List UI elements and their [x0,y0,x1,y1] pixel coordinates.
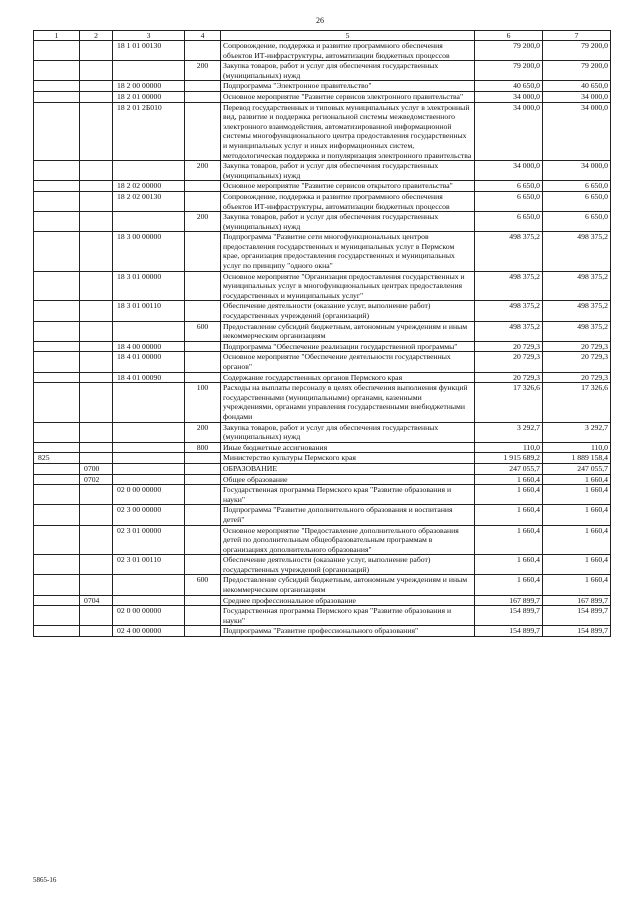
cell-description: Предоставление субсидий бюджетным, автономным учреждениям и иным некоммерческим организациям [221,321,475,341]
cell-chapter [34,474,80,485]
cell-target-article: 18 2 02 00130 [113,191,185,211]
table-row [34,341,611,352]
cell-target-article: 18 2 00 00000 [113,81,185,92]
table-row [34,41,611,61]
cell-section [80,181,113,192]
cell-chapter [34,463,80,474]
cell-amount-year1: 154 899,7 [475,606,543,626]
table-row [34,191,611,211]
column-header: 4 [185,31,221,41]
cell-amount-year2: 20 729,3 [543,341,611,352]
table-row [34,442,611,453]
table-row [34,575,611,595]
cell-description: Подпрограмма "Обеспечение реализации государственной программы" [221,341,475,352]
table-row [34,181,611,192]
cell-chapter [34,191,80,211]
cell-expense-type [185,474,221,485]
column-header: 6 [475,31,543,41]
table-row [34,321,611,341]
cell-target-article: 18 1 01 00130 [113,41,185,61]
column-header: 7 [543,31,611,41]
cell-amount-year1: 167 899,7 [475,595,543,606]
cell-expense-type [185,181,221,192]
cell-amount-year2: 34 000,0 [543,161,611,181]
table-row [34,485,611,505]
cell-expense-type: 200 [185,212,221,232]
table-row [34,102,611,161]
cell-section [80,81,113,92]
cell-section [80,91,113,102]
cell-amount-year1: 6 650,0 [475,212,543,232]
cell-target-article: 18 4 01 00090 [113,372,185,383]
cell-section [80,341,113,352]
cell-chapter [34,102,80,161]
cell-amount-year1: 498 375,2 [475,232,543,271]
cell-description: Обеспечение деятельности (оказание услуг, выполнение работ) государственных учреждений (организаций) [221,555,475,575]
cell-amount-year2: 1 889 158,4 [543,453,611,464]
table-row [34,161,611,181]
cell-amount-year1: 79 200,0 [475,61,543,81]
cell-chapter [34,301,80,321]
cell-target-article [113,422,185,442]
cell-section [80,212,113,232]
cell-target-article: 02 0 00 00000 [113,485,185,505]
cell-chapter: 825 [34,453,80,464]
cell-section: 0700 [80,463,113,474]
cell-target-article: 18 2 02 00000 [113,181,185,192]
cell-description: Содержание государственных органов Пермского края [221,372,475,383]
cell-amount-year2: 20 729,3 [543,372,611,383]
table-row [34,271,611,301]
cell-chapter [34,91,80,102]
cell-amount-year1: 1 660,4 [475,525,543,555]
table-row [34,505,611,525]
cell-target-article: 02 3 00 00000 [113,505,185,525]
cell-target-article: 18 3 00 00000 [113,232,185,271]
table-row [34,301,611,321]
cell-amount-year2: 498 375,2 [543,232,611,271]
table-row [34,232,611,271]
table-body [34,41,611,637]
cell-target-article: 02 3 01 00110 [113,555,185,575]
cell-expense-type [185,191,221,211]
cell-expense-type [185,372,221,383]
cell-amount-year2: 6 650,0 [543,212,611,232]
cell-description: Закупка товаров, работ и услуг для обеспечения государственных (муниципальных) нужд [221,161,475,181]
cell-amount-year2: 34 000,0 [543,91,611,102]
cell-section [80,485,113,505]
cell-expense-type [185,102,221,161]
header-row [34,31,611,41]
cell-amount-year2: 1 660,4 [543,555,611,575]
column-header: 5 [221,31,475,41]
cell-amount-year1: 6 650,0 [475,191,543,211]
cell-target-article: 02 3 01 00000 [113,525,185,555]
cell-target-article [113,383,185,422]
cell-section [80,271,113,301]
cell-section [80,61,113,81]
cell-expense-type [185,626,221,637]
cell-chapter [34,41,80,61]
cell-section [80,453,113,464]
table-row [34,61,611,81]
cell-section [80,161,113,181]
cell-section [80,372,113,383]
cell-section [80,41,113,61]
cell-amount-year1: 34 000,0 [475,102,543,161]
cell-amount-year2: 79 200,0 [543,41,611,61]
cell-section [80,626,113,637]
cell-expense-type: 800 [185,442,221,453]
cell-expense-type [185,595,221,606]
cell-amount-year1: 3 292,7 [475,422,543,442]
cell-amount-year1: 1 660,4 [475,555,543,575]
cell-chapter [34,341,80,352]
cell-section [80,525,113,555]
cell-expense-type [185,463,221,474]
cell-expense-type [185,525,221,555]
cell-chapter [34,525,80,555]
cell-description: Сопровождение, поддержка и развитие программного обеспечения объектов ИТ-инфраструктуры, автоматизации бюджетных процессов [221,41,475,61]
cell-chapter [34,81,80,92]
cell-chapter [34,212,80,232]
cell-amount-year2: 6 650,0 [543,191,611,211]
cell-target-article [113,442,185,453]
cell-description: Иные бюджетные ассигнования [221,442,475,453]
table-row [34,81,611,92]
table-row [34,606,611,626]
cell-amount-year1: 1 660,4 [475,485,543,505]
cell-target-article [113,453,185,464]
cell-chapter [34,161,80,181]
cell-amount-year1: 40 650,0 [475,81,543,92]
cell-chapter [34,555,80,575]
cell-amount-year2: 154 899,7 [543,626,611,637]
cell-description: Министерство культуры Пермского края [221,453,475,464]
cell-chapter [34,372,80,383]
column-header: 3 [113,31,185,41]
cell-description: Перевод государственных и типовых муниципальных услуг в электронный вид, развитие и поддержка региональной системы межведомственного электронного взаимодействия, автоматизированной информационной системы многофункционального центра предоставления государственных и муниципальных услуг и иных информационных систем, методологическая поддержка и популяризация электронного правительства [221,102,475,161]
table-row [34,463,611,474]
cell-chapter [34,626,80,637]
cell-target-article [113,61,185,81]
cell-description: Основное мероприятие "Предоставление дополнительного образования детей по дополнительным общеобразовательным программам в организациях дополнительного образования" [221,525,475,555]
cell-section [80,321,113,341]
cell-chapter [34,595,80,606]
cell-section: 0702 [80,474,113,485]
cell-expense-type [185,505,221,525]
cell-description: Подпрограмма "Развитие сети многофункциональных центров предоставления государственных и муниципальных услуг в Пермском крае, организация предоставления государственных и муниципальных услуг по принципу "одного окна" [221,232,475,271]
cell-expense-type [185,606,221,626]
cell-amount-year1: 154 899,7 [475,626,543,637]
cell-amount-year2: 154 899,7 [543,606,611,626]
cell-description: Основное мероприятие "Организация предоставления государственных и муниципальных услуг в многофункциональных центрах предоставления государственных и муниципальных услуг" [221,271,475,301]
cell-expense-type [185,352,221,372]
cell-amount-year1: 1 660,4 [475,575,543,595]
cell-chapter [34,321,80,341]
cell-description: Закупка товаров, работ и услуг для обеспечения государственных (муниципальных) нужд [221,212,475,232]
cell-amount-year2: 498 375,2 [543,301,611,321]
cell-expense-type [185,301,221,321]
cell-description: Основное мероприятие "Обеспечение деятельности государственных органов" [221,352,475,372]
cell-chapter [34,485,80,505]
cell-section [80,422,113,442]
cell-expense-type: 200 [185,161,221,181]
cell-amount-year2: 1 660,4 [543,474,611,485]
cell-amount-year2: 498 375,2 [543,321,611,341]
cell-chapter [34,352,80,372]
cell-description: Расходы на выплаты персоналу в целях обеспечения выполнения функций государственными (муниципальными) органами, казенными учреждениями, органами управления государственными внебюджетными фондами [221,383,475,422]
cell-target-article: 18 2 01 00000 [113,91,185,102]
cell-expense-type: 600 [185,575,221,595]
cell-amount-year2: 110,0 [543,442,611,453]
cell-amount-year1: 498 375,2 [475,301,543,321]
cell-expense-type: 600 [185,321,221,341]
cell-amount-year1: 20 729,3 [475,352,543,372]
cell-section [80,102,113,161]
table-row [34,212,611,232]
cell-amount-year2: 498 375,2 [543,271,611,301]
cell-description: Общее образование [221,474,475,485]
cell-expense-type [185,555,221,575]
cell-amount-year2: 3 292,7 [543,422,611,442]
cell-description: Обеспечение деятельности (оказание услуг, выполнение работ) государственных учреждений (организаций) [221,301,475,321]
page-number: 26 [316,16,324,25]
column-header: 2 [80,31,113,41]
cell-description: Основное мероприятие "Развитие сервисов электронного правительства" [221,91,475,102]
cell-description: Подпрограмма "Электронное правительство" [221,81,475,92]
cell-target-article: 18 4 01 00000 [113,352,185,372]
cell-amount-year1: 6 650,0 [475,181,543,192]
table-row [34,91,611,102]
cell-description: Основное мероприятие "Развитие сервисов открытого правительства" [221,181,475,192]
cell-target-article: 02 4 00 00000 [113,626,185,637]
cell-section [80,352,113,372]
cell-description: Государственная программа Пермского края "Развитие образования и науки" [221,485,475,505]
cell-description: Закупка товаров, работ и услуг для обеспечения государственных (муниципальных) нужд [221,61,475,81]
cell-amount-year1: 247 055,7 [475,463,543,474]
cell-chapter [34,505,80,525]
cell-chapter [34,232,80,271]
cell-chapter [34,575,80,595]
table-row [34,372,611,383]
cell-target-article [113,595,185,606]
cell-expense-type [185,81,221,92]
cell-amount-year2: 1 660,4 [543,575,611,595]
cell-amount-year1: 1 660,4 [475,505,543,525]
cell-expense-type [185,485,221,505]
footer-code: 5865-16 [33,876,57,884]
cell-expense-type [185,453,221,464]
cell-target-article [113,212,185,232]
table-row [34,422,611,442]
cell-expense-type [185,271,221,301]
cell-expense-type: 200 [185,422,221,442]
cell-target-article: 18 2 01 2Б010 [113,102,185,161]
cell-section [80,442,113,453]
cell-chapter [34,383,80,422]
cell-target-article: 18 3 01 00000 [113,271,185,301]
cell-chapter [34,442,80,453]
cell-section [80,191,113,211]
cell-chapter [34,606,80,626]
cell-chapter [34,61,80,81]
budget-table [33,30,611,637]
cell-amount-year2: 1 660,4 [543,485,611,505]
cell-description: Закупка товаров, работ и услуг для обеспечения государственных (муниципальных) нужд [221,422,475,442]
cell-target-article: 18 4 00 00000 [113,341,185,352]
cell-amount-year1: 34 000,0 [475,91,543,102]
cell-amount-year2: 6 650,0 [543,181,611,192]
cell-section [80,383,113,422]
cell-target-article [113,463,185,474]
table-row [34,352,611,372]
cell-section [80,575,113,595]
table-row [34,595,611,606]
table-row [34,525,611,555]
cell-amount-year1: 110,0 [475,442,543,453]
cell-amount-year1: 34 000,0 [475,161,543,181]
cell-amount-year2: 247 055,7 [543,463,611,474]
table-row [34,555,611,575]
cell-amount-year2: 79 200,0 [543,61,611,81]
cell-expense-type: 100 [185,383,221,422]
cell-description: Сопровождение, поддержка и развитие программного обеспечения объектов ИТ-инфраструктуры, автоматизации бюджетных процессов [221,191,475,211]
column-header: 1 [34,31,80,41]
cell-chapter [34,181,80,192]
cell-target-article [113,474,185,485]
table-row [34,474,611,485]
cell-section [80,606,113,626]
cell-description: ОБРАЗОВАНИЕ [221,463,475,474]
cell-amount-year2: 20 729,3 [543,352,611,372]
cell-amount-year2: 17 326,6 [543,383,611,422]
cell-section [80,232,113,271]
cell-section [80,555,113,575]
cell-target-article [113,161,185,181]
cell-description: Подпрограмма "Развитие профессионального образования" [221,626,475,637]
cell-expense-type [185,232,221,271]
cell-description: Государственная программа Пермского края "Развитие образования и науки" [221,606,475,626]
cell-amount-year1: 1 660,4 [475,474,543,485]
cell-amount-year1: 20 729,3 [475,372,543,383]
cell-target-article: 02 0 00 00000 [113,606,185,626]
cell-amount-year1: 79 200,0 [475,41,543,61]
cell-amount-year2: 34 000,0 [543,102,611,161]
cell-amount-year1: 498 375,2 [475,271,543,301]
cell-description: Среднее профессиональное образование [221,595,475,606]
cell-description: Подпрограмма "Развитие дополнительного образования и воспитания детей" [221,505,475,525]
cell-section [80,301,113,321]
cell-expense-type [185,41,221,61]
table-row [34,626,611,637]
cell-amount-year2: 1 660,4 [543,525,611,555]
cell-amount-year1: 1 915 689,2 [475,453,543,464]
table-row [34,383,611,422]
cell-target-article [113,575,185,595]
cell-target-article: 18 3 01 00110 [113,301,185,321]
cell-amount-year1: 20 729,3 [475,341,543,352]
cell-expense-type [185,91,221,102]
cell-amount-year2: 167 899,7 [543,595,611,606]
cell-chapter [34,422,80,442]
cell-amount-year1: 17 326,6 [475,383,543,422]
table-row [34,453,611,464]
cell-chapter [34,271,80,301]
cell-section [80,505,113,525]
cell-expense-type: 200 [185,61,221,81]
cell-amount-year2: 1 660,4 [543,505,611,525]
cell-section: 0704 [80,595,113,606]
cell-amount-year2: 40 650,0 [543,81,611,92]
cell-description: Предоставление субсидий бюджетным, автономным учреждениям и иным некоммерческим организациям [221,575,475,595]
cell-expense-type [185,341,221,352]
cell-target-article [113,321,185,341]
cell-amount-year1: 498 375,2 [475,321,543,341]
